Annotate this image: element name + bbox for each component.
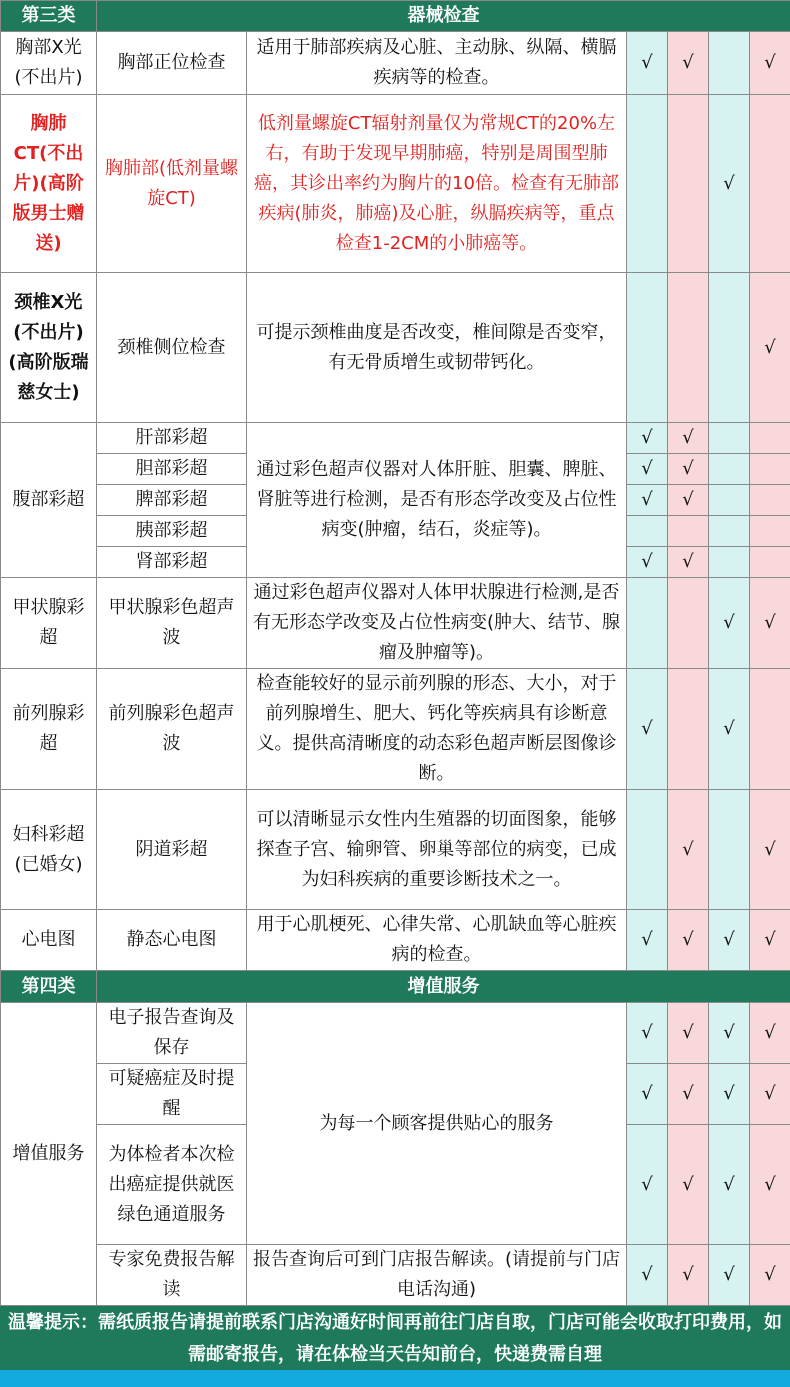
check-mark [709, 547, 750, 578]
row-prostate [1, 669, 790, 790]
check-mark: √ [627, 547, 668, 578]
thyroid-desc: 通过彩色超声仪器对人体甲状腺进行检测,是否有无形态学改变及占位性病变(肿大、结节、腺瘤及肿瘤等)。 [247, 578, 627, 669]
ecg-item: 静态心电图 [97, 910, 247, 971]
thyroid-item: 甲状腺彩色超声波 [97, 578, 247, 669]
check-mark [750, 485, 790, 516]
row-abdomen-liver [1, 423, 790, 454]
bottom-bar [0, 1370, 790, 1387]
check-mark: √ [750, 790, 790, 910]
chest-ct-name: 胸肺CT(不出片)(高阶版男士赠送) [1, 95, 97, 273]
check-mark: √ [750, 910, 790, 971]
check-mark [668, 516, 709, 547]
check-mark: √ [668, 547, 709, 578]
check-mark: √ [750, 1125, 790, 1245]
check-mark: √ [709, 1003, 750, 1064]
prostate-item: 前列腺彩色超声波 [97, 669, 247, 790]
check-mark: √ [627, 910, 668, 971]
check-mark [750, 669, 790, 790]
row-ecg [1, 910, 790, 971]
abdomen-sub-item: 肝部彩超 [97, 423, 247, 454]
check-mark: √ [668, 1003, 709, 1064]
check-mark [709, 454, 750, 485]
check-mark [627, 516, 668, 547]
row-chest-xray [1, 32, 790, 95]
check-mark: √ [627, 454, 668, 485]
ecg-desc: 用于心肌梗死、心律失常、心肌缺血等心脏疾病的检查。 [247, 910, 627, 971]
check-mark: √ [750, 1245, 790, 1306]
check-mark: √ [627, 423, 668, 454]
check-mark [668, 578, 709, 669]
check-mark: √ [668, 910, 709, 971]
abdomen-sub-item: 肾部彩超 [97, 547, 247, 578]
abdomen-name: 腹部彩超 [1, 423, 97, 578]
check-mark: √ [627, 1245, 668, 1306]
check-mark: √ [709, 1125, 750, 1245]
gyn-name: 妇科彩超(已婚女) [1, 790, 97, 910]
check-mark [627, 790, 668, 910]
row-thyroid [1, 578, 790, 669]
section4-category: 第四类 [1, 971, 97, 1003]
check-mark [750, 516, 790, 547]
check-mark: √ [709, 910, 750, 971]
service-sub-item: 电子报告查询及保存 [97, 1003, 247, 1064]
check-mark [750, 454, 790, 485]
check-mark: √ [668, 790, 709, 910]
check-mark: √ [709, 669, 750, 790]
check-mark: √ [627, 669, 668, 790]
check-mark: √ [709, 1064, 750, 1125]
chest-xray-desc: 适用于肺部疾病及心脏、主动脉、纵隔、横膈疾病等的检查。 [247, 32, 627, 95]
check-mark: √ [750, 1064, 790, 1125]
section3-category: 第三类 [1, 1, 97, 32]
gyn-desc: 可以清晰显示女性内生殖器的切面图象，能够探查子宫、输卵管、卵巢等部位的病变，已成为妇科疾病的重要诊断技术之一。 [247, 790, 627, 910]
service-name: 增值服务 [1, 1003, 97, 1306]
check-mark [627, 578, 668, 669]
section4-header-row [1, 971, 790, 1003]
check-mark [709, 32, 750, 95]
thyroid-name: 甲状腺彩超 [1, 578, 97, 669]
neck-xray-desc: 可提示颈椎曲度是否改变，椎间隙是否变窄，有无骨质增生或韧带钙化。 [247, 273, 627, 423]
row-service-report [1, 1003, 790, 1064]
check-mark: √ [627, 1064, 668, 1125]
check-mark: √ [627, 1125, 668, 1245]
check-mark: √ [709, 95, 750, 273]
neck-xray-name: 颈椎X光(不出片)(高阶版瑞慈女士) [1, 273, 97, 423]
check-mark: √ [709, 1245, 750, 1306]
section3-header-row [1, 1, 790, 32]
check-mark: √ [627, 485, 668, 516]
check-mark: √ [668, 1064, 709, 1125]
check-mark [709, 273, 750, 423]
check-mark: √ [750, 273, 790, 423]
prostate-name: 前列腺彩超 [1, 669, 97, 790]
abdomen-sub-item: 胆部彩超 [97, 454, 247, 485]
check-mark [750, 423, 790, 454]
service-sub-item: 为体检者本次检出癌症提供就医绿色通道服务 [97, 1125, 247, 1245]
footer-tip: 温馨提示：需纸质报告请提前联系门店沟通好时间再前往门店自取，门店可能会收取打印费用，如需邮寄报告，请在体检当天告知前台，快递费需自理 [0, 1306, 790, 1370]
row-neck-xray [1, 273, 790, 423]
section4-title: 增值服务 [97, 971, 790, 1003]
check-mark: √ [750, 578, 790, 669]
prostate-desc: 检查能较好的显示前列腺的形态、大小，对于前列腺增生、肥大、钙化等疾病具有诊断意义。提供高清晰度的动态彩色超声断层图像诊断。 [247, 669, 627, 790]
chest-ct-item: 胸肺部(低剂量螺旋CT) [97, 95, 247, 273]
check-mark [668, 95, 709, 273]
check-mark [750, 547, 790, 578]
gyn-item: 阴道彩超 [97, 790, 247, 910]
check-mark [668, 669, 709, 790]
chest-ct-desc: 低剂量螺旋CT辐射剂量仅为常规CT的20%左右，有助于发现早期肺癌，特别是周围型肺癌，其诊出率约为胸片的10倍。检查有无肺部疾病(肺炎，肺癌)及心脏，纵膈疾病等，重点检查1-2CM的小肺癌等。 [247, 95, 627, 273]
check-mark [709, 516, 750, 547]
check-mark: √ [627, 1003, 668, 1064]
check-mark: √ [750, 1003, 790, 1064]
chest-xray-item: 胸部正位检查 [97, 32, 247, 95]
check-mark: √ [668, 1245, 709, 1306]
section3-title: 器械检查 [97, 1, 790, 32]
check-mark [709, 790, 750, 910]
check-mark [709, 485, 750, 516]
service-sub-item: 可疑癌症及时提醒 [97, 1064, 247, 1125]
abdomen-sub-item: 脾部彩超 [97, 485, 247, 516]
check-mark: √ [668, 32, 709, 95]
check-mark: √ [709, 578, 750, 669]
row-service-interpret [1, 1245, 790, 1306]
check-mark: √ [627, 32, 668, 95]
check-mark [750, 95, 790, 273]
service-sub-item: 专家免费报告解读 [97, 1245, 247, 1306]
row-chest-ct [1, 95, 790, 273]
ecg-name: 心电图 [1, 910, 97, 971]
check-mark: √ [668, 1125, 709, 1245]
neck-xray-item: 颈椎侧位检查 [97, 273, 247, 423]
chest-xray-name: 胸部X光(不出片) [1, 32, 97, 95]
service-desc: 为每一个顾客提供贴心的服务 [247, 1003, 627, 1245]
check-mark [627, 273, 668, 423]
check-mark [627, 95, 668, 273]
check-mark: √ [668, 454, 709, 485]
abdomen-sub-item: 胰部彩超 [97, 516, 247, 547]
check-mark: √ [750, 32, 790, 95]
check-mark [709, 423, 750, 454]
abdomen-desc: 通过彩色超声仪器对人体肝脏、胆囊、脾脏、肾脏等进行检测，是否有形态学改变及占位性病变(肿瘤，结石，炎症等)。 [247, 423, 627, 578]
row-gyn [1, 790, 790, 910]
check-mark: √ [668, 423, 709, 454]
check-mark [668, 273, 709, 423]
check-mark: √ [668, 485, 709, 516]
service-desc-last: 报告查询后可到门店报告解读。(请提前与门店电话沟通) [247, 1245, 627, 1306]
